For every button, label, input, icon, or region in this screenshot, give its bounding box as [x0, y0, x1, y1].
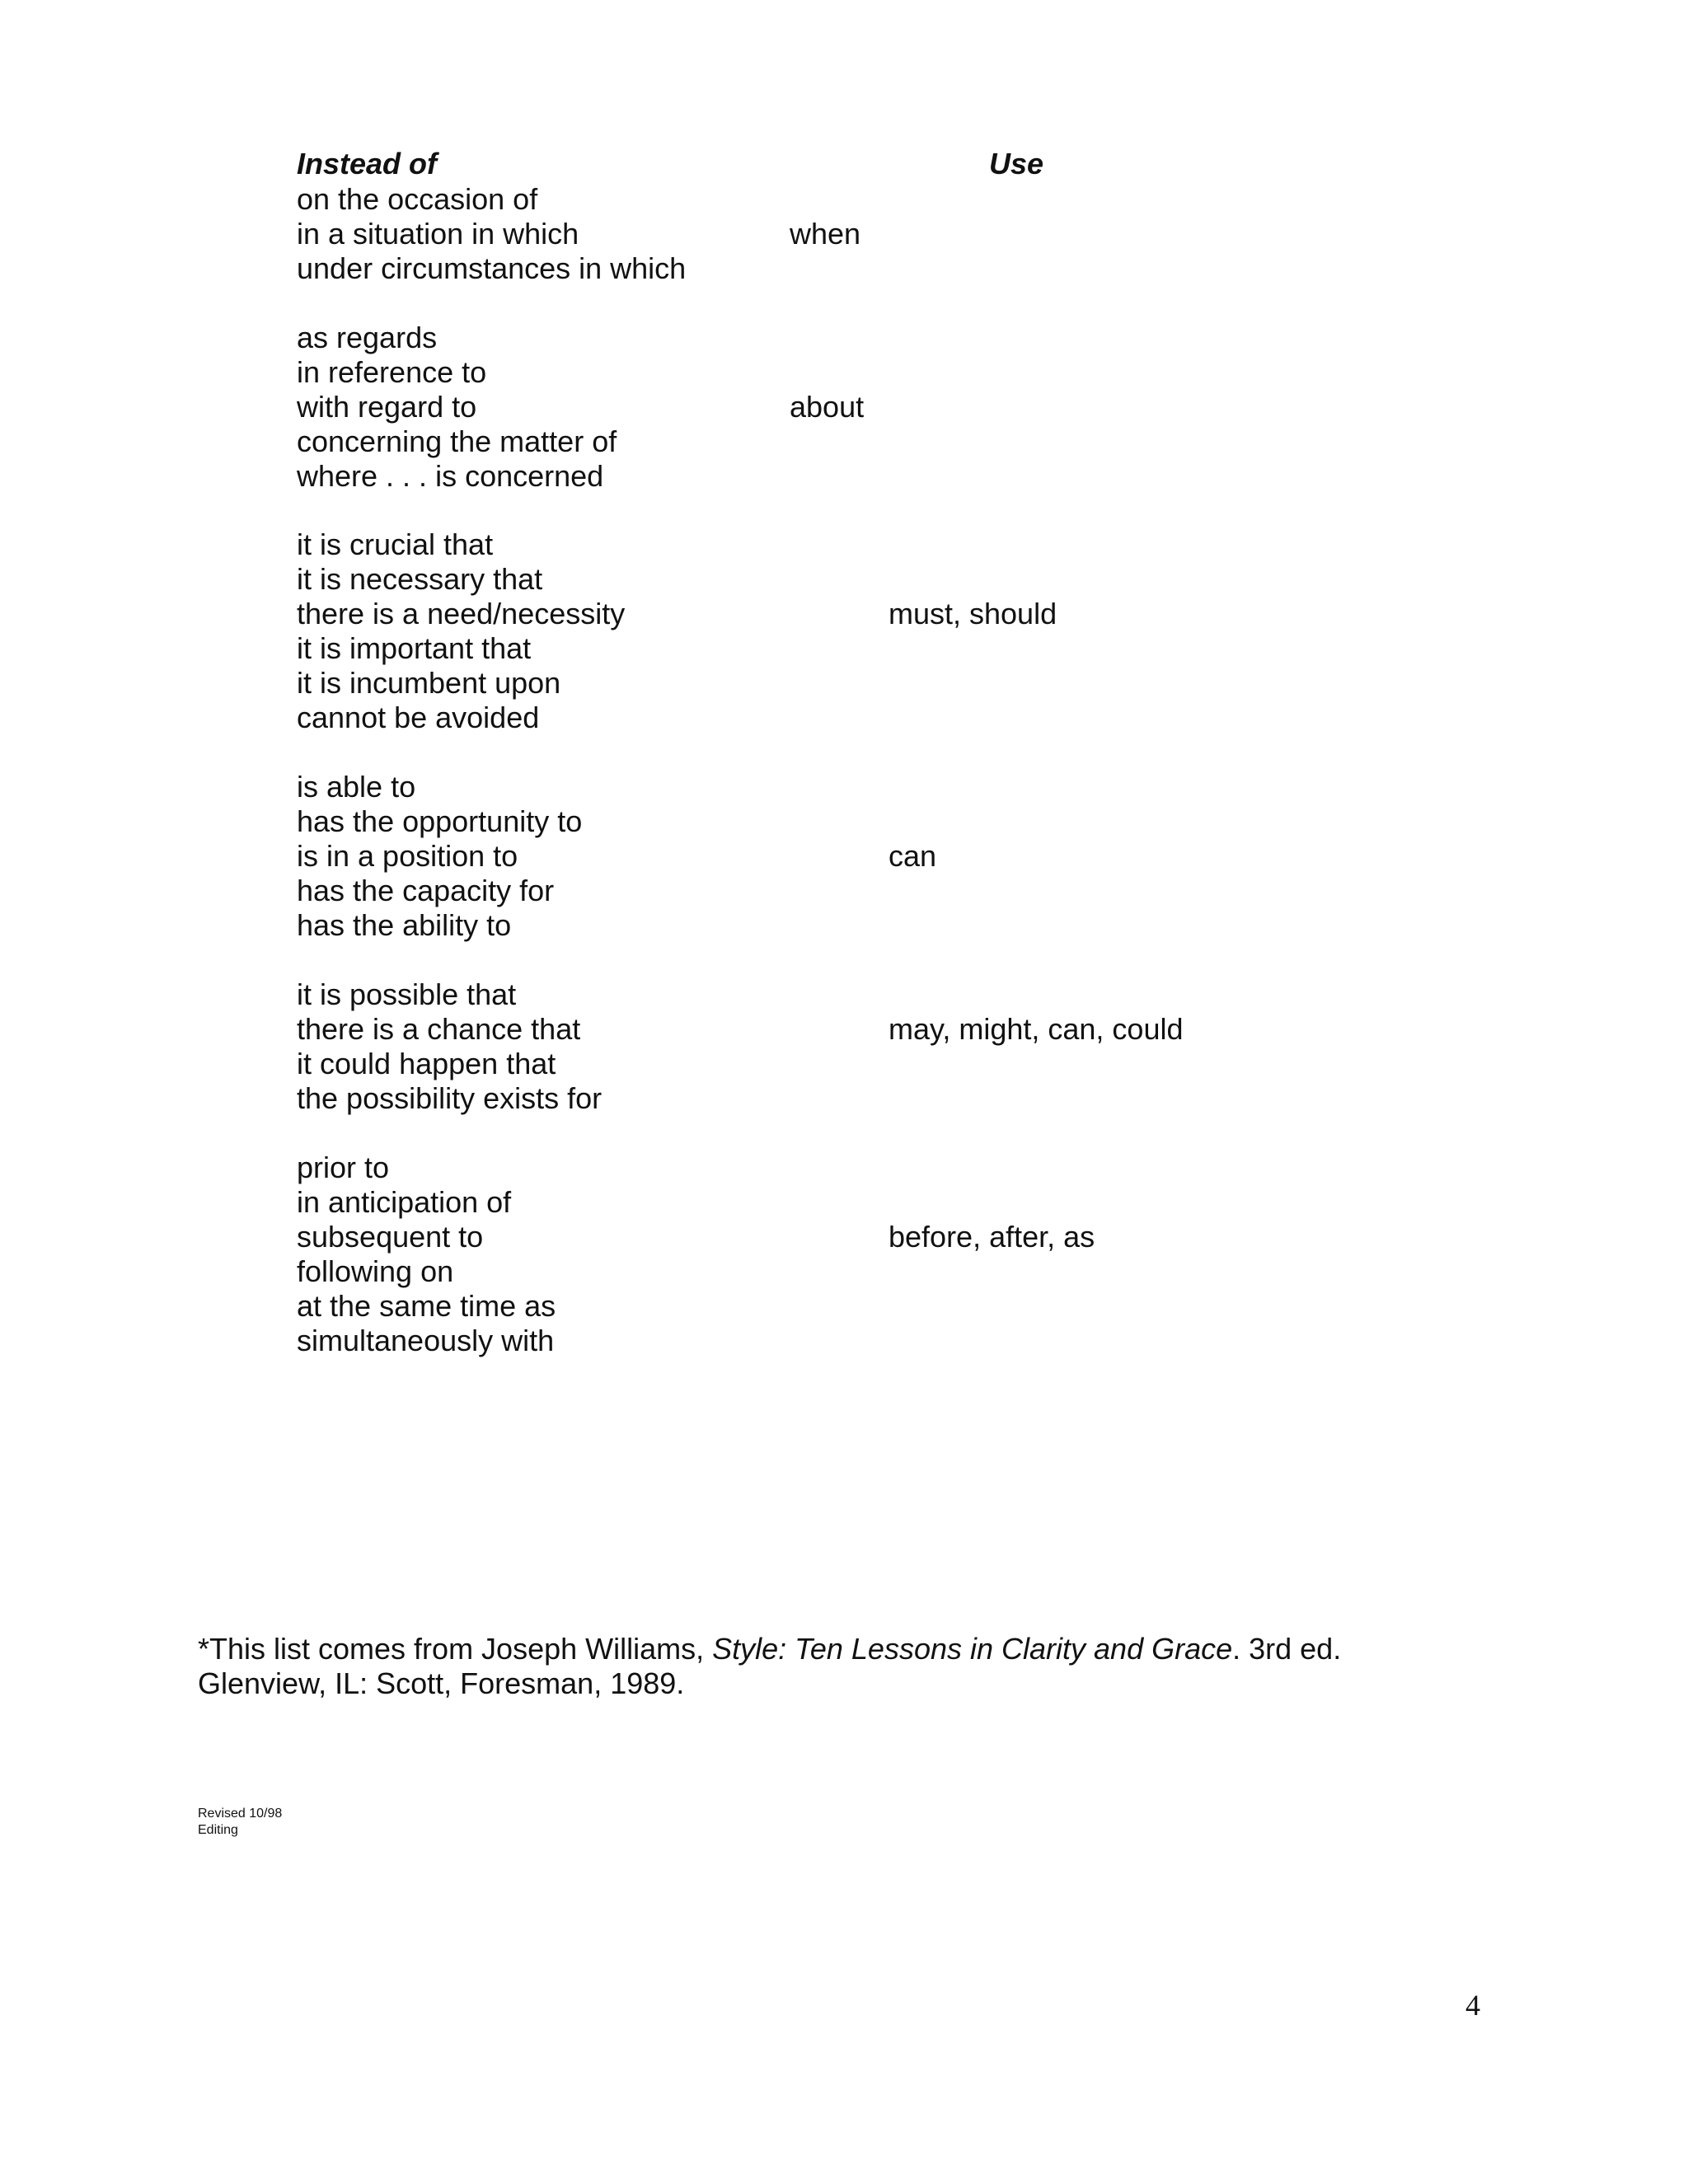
replacement-item: before, after, as: [889, 1220, 1095, 1254]
phrase-item: it is necessary that: [297, 562, 543, 596]
phrase-item: following on: [297, 1254, 454, 1288]
replacement-item: about: [790, 390, 865, 424]
phrase-item: subsequent to: [297, 1220, 484, 1254]
source-footnote: [198, 1632, 1341, 1701]
footnote-line-2: Glenview, IL: Scott, Foresman, 1989.: [198, 1666, 685, 1700]
page-number: 4: [1465, 1989, 1480, 2022]
phrase-item: has the ability to: [297, 908, 512, 942]
phrase-item: with regard to: [297, 390, 477, 424]
footnote-line-1: [198, 1632, 1341, 1666]
phrase-item: in a situation in which: [297, 217, 579, 251]
phrase-item: in anticipation of: [297, 1185, 512, 1219]
phrase-item: under circumstances in which: [297, 251, 687, 285]
phrase-item: on the occasion of: [297, 182, 538, 216]
header-use: Use: [989, 147, 1044, 180]
phrase-item: it is possible that: [297, 977, 517, 1011]
phrase-item: it is important that: [297, 631, 532, 665]
phrase-item: prior to: [297, 1151, 390, 1184]
footnote-suffix: . 3rd ed.: [1232, 1632, 1342, 1666]
phrase-item: in reference to: [297, 355, 487, 389]
phrase-item: concerning the matter of: [297, 424, 617, 458]
phrase-item: at the same time as: [297, 1289, 556, 1323]
phrase-item: simultaneously with: [297, 1324, 555, 1357]
revision-section: Editing: [198, 1823, 238, 1837]
phrase-item: is able to: [297, 770, 416, 804]
replacement-item: when: [790, 217, 861, 251]
footnote-book-title: Style: Ten Lessons in Clarity and Grace: [712, 1632, 1233, 1666]
phrase-item: is in a position to: [297, 839, 518, 873]
phrase-item: it is crucial that: [297, 527, 494, 561]
replacement-item: must, should: [889, 597, 1057, 630]
revision-date: Revised 10/98: [198, 1807, 283, 1821]
phrase-item: where . . . is concerned: [297, 459, 604, 493]
phrase-item: the possibility exists for: [297, 1081, 603, 1115]
phrase-item: cannot be avoided: [297, 701, 540, 734]
phrase-item: has the opportunity to: [297, 804, 583, 838]
phrase-item: there is a need/necessity: [297, 597, 626, 630]
phrase-item: has the capacity for: [297, 874, 555, 907]
footnote-prefix: *This list comes from Joseph Williams,: [198, 1632, 713, 1666]
header-instead-of: Instead of: [297, 147, 438, 180]
phrase-item: as regards: [297, 321, 438, 354]
phrase-item: it could happen that: [297, 1047, 556, 1080]
replacement-item: may, might, can, could: [889, 1012, 1184, 1046]
phrase-item: there is a chance that: [297, 1012, 581, 1046]
replacement-item: can: [889, 839, 937, 873]
phrase-item: it is incumbent upon: [297, 666, 561, 700]
